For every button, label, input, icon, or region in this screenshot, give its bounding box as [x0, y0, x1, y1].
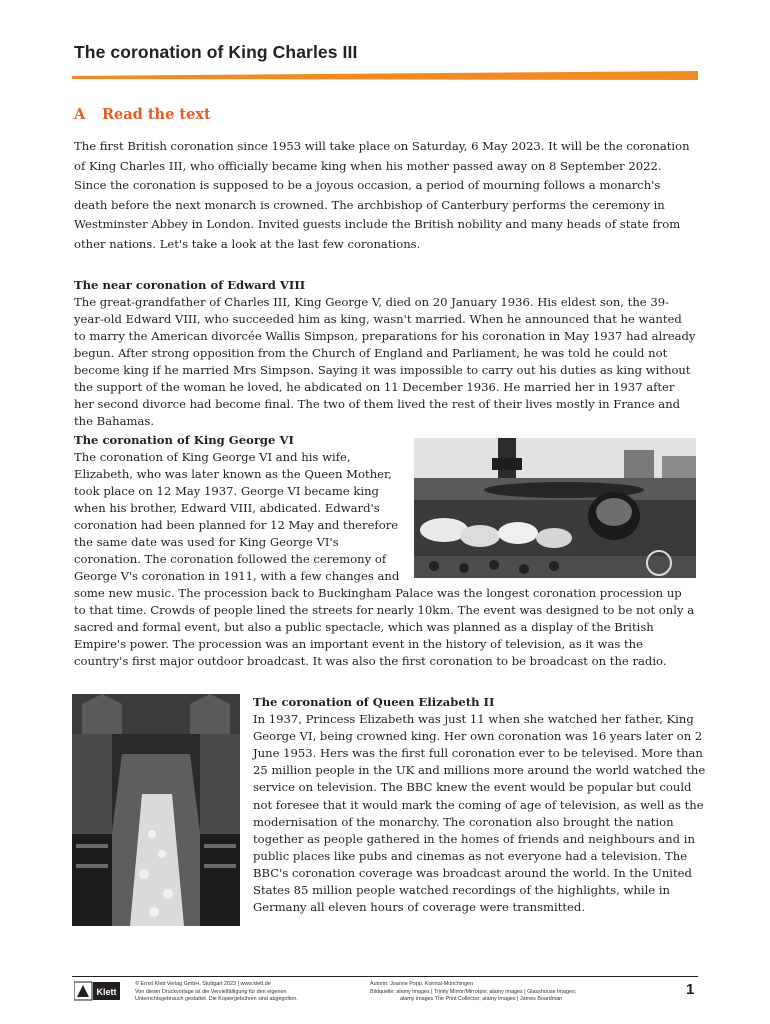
image-credits-line: Bildquelle: alamy images | Trinity Mirror/Mirrorpix; alamy images | Glasshouse Images; — [370, 988, 577, 995]
author-line: Autorin: Joanne Popp, Korntal-Münchingen — [370, 981, 474, 987]
george-heading: The coronation of King George VI — [74, 433, 294, 447]
publisher-line: © Ernst Klett Verlag GmbH, Stuttgart 2023 | www.klett.de — [135, 981, 271, 987]
edward-heading: The near coronation of Edward VIII — [74, 278, 306, 292]
logo-text: Klett — [96, 987, 117, 997]
section-heading — [74, 106, 211, 123]
george-section — [74, 432, 696, 670]
westminster-abbey-photo — [72, 694, 240, 926]
elizabeth-section — [253, 694, 708, 916]
elizabeth-heading: The coronation of Queen Elizabeth II — [253, 695, 495, 709]
george-paragraph: The coronation of King George VI and his wife, Elizabeth, who was later known as the Queen Mother, took place on 12 May 1937. George VI became king when his brother, Edward VIII, abdicated. Edward's coronation had been planned for 12 May and therefore the same date was used for King George VI's coronation. The coronation followed the ceremony of George V's coronation in 1911, with a few changes and some new music. The procession back to Buckingham Palace was the longest coronation procession up to that time. Crowds of people lined the streets for nearly 10km. The event was designed to be not only a sacred and formal event, but also a public spectacle, which was planned as a display of the British Empire's power. The procession was an important event in the history of television, as it was the country's first major outdoor broadcast. It was also the first coronation to be broadcast on the radio. — [74, 450, 695, 668]
title-underline — [72, 70, 698, 84]
page-title: The coronation of King Charles III — [74, 42, 358, 62]
section-letter: A — [74, 106, 86, 123]
copyright-line: Von dieser Druckvorlage ist die Vervielfältigung für den eigenen — [135, 988, 287, 995]
footer-divider — [72, 976, 698, 977]
credits-info — [370, 981, 630, 1004]
edward-paragraph: The great-grandfather of Charles III, King George V, died on 20 January 1936. His eldest son, the 39-year-old Edward VIII, who succeeded him as king, wasn't married. When he announced that he wanted to marry the American divorcée Wallis Simpson, preparations for his coronation in May 1937 had already begun. After strong opposition from the Church of England and Parliament, he was told he could not become king if he married Mrs Simpson. Saying it was impossible to carry out his duties as king without the support of the woman he loved, he abdicated on 11 December 1936. He married her in 1937 after her second divorce had become final. The two of them lived the rest of their lives mostly in France and the Bahamas. — [74, 295, 696, 428]
edward-section — [74, 277, 696, 430]
publisher-info — [135, 981, 355, 1004]
intro-paragraph: The first British coronation since 1953 will take place on Saturday, 6 May 2023. It will be the coronation of King Charles III, who officially became king when his mother passed away on 8 September 2022. Since the coronation is supposed to be a joyous occasion, a period of mourning follows a monarch's death before the next monarch is crowned. The archbishop of Canterbury performs the ceremony in Westminster Abbey in London. Invited guests include the British nobility and many heads of state from other nations. Let's take a look at the last few coronations. — [74, 139, 690, 251]
copyright-line: Unterrichtsgebrauch gestattet. Die Kopiergebühren sind abgegolten. — [135, 996, 298, 1003]
page-number: 1 — [686, 981, 695, 998]
image-credits-line: alamy images The Print Collector; alamy images | James Boardman — [400, 996, 563, 1003]
elizabeth-paragraph: In 1937, Princess Elizabeth was just 11 when she watched her father, King George VI, being crowned king. Her own coronation was 16 years later on 2 June 1953. Hers was the first full coronation ever to be televised. More than 25 million people in the UK and millions more around the world watched the service on television. The BBC knew the event would be popular but could not foresee that it would mark the coming of age of television, as well as the modernisation of the monarchy. The coronation also brought the nation together as people gathered in the homes of friends and neighbours and in public places like pubs and cinemas as not everyone had a television. The BBC's coronation coverage was broadcast around the world. In the United States 85 million people watched recordings of the highlights, while in Germany all eleven hours of coverage were transmitted. — [253, 712, 706, 915]
procession-photo — [414, 438, 696, 578]
klett-logo — [74, 980, 120, 1002]
section-title: Read the text — [102, 106, 211, 123]
